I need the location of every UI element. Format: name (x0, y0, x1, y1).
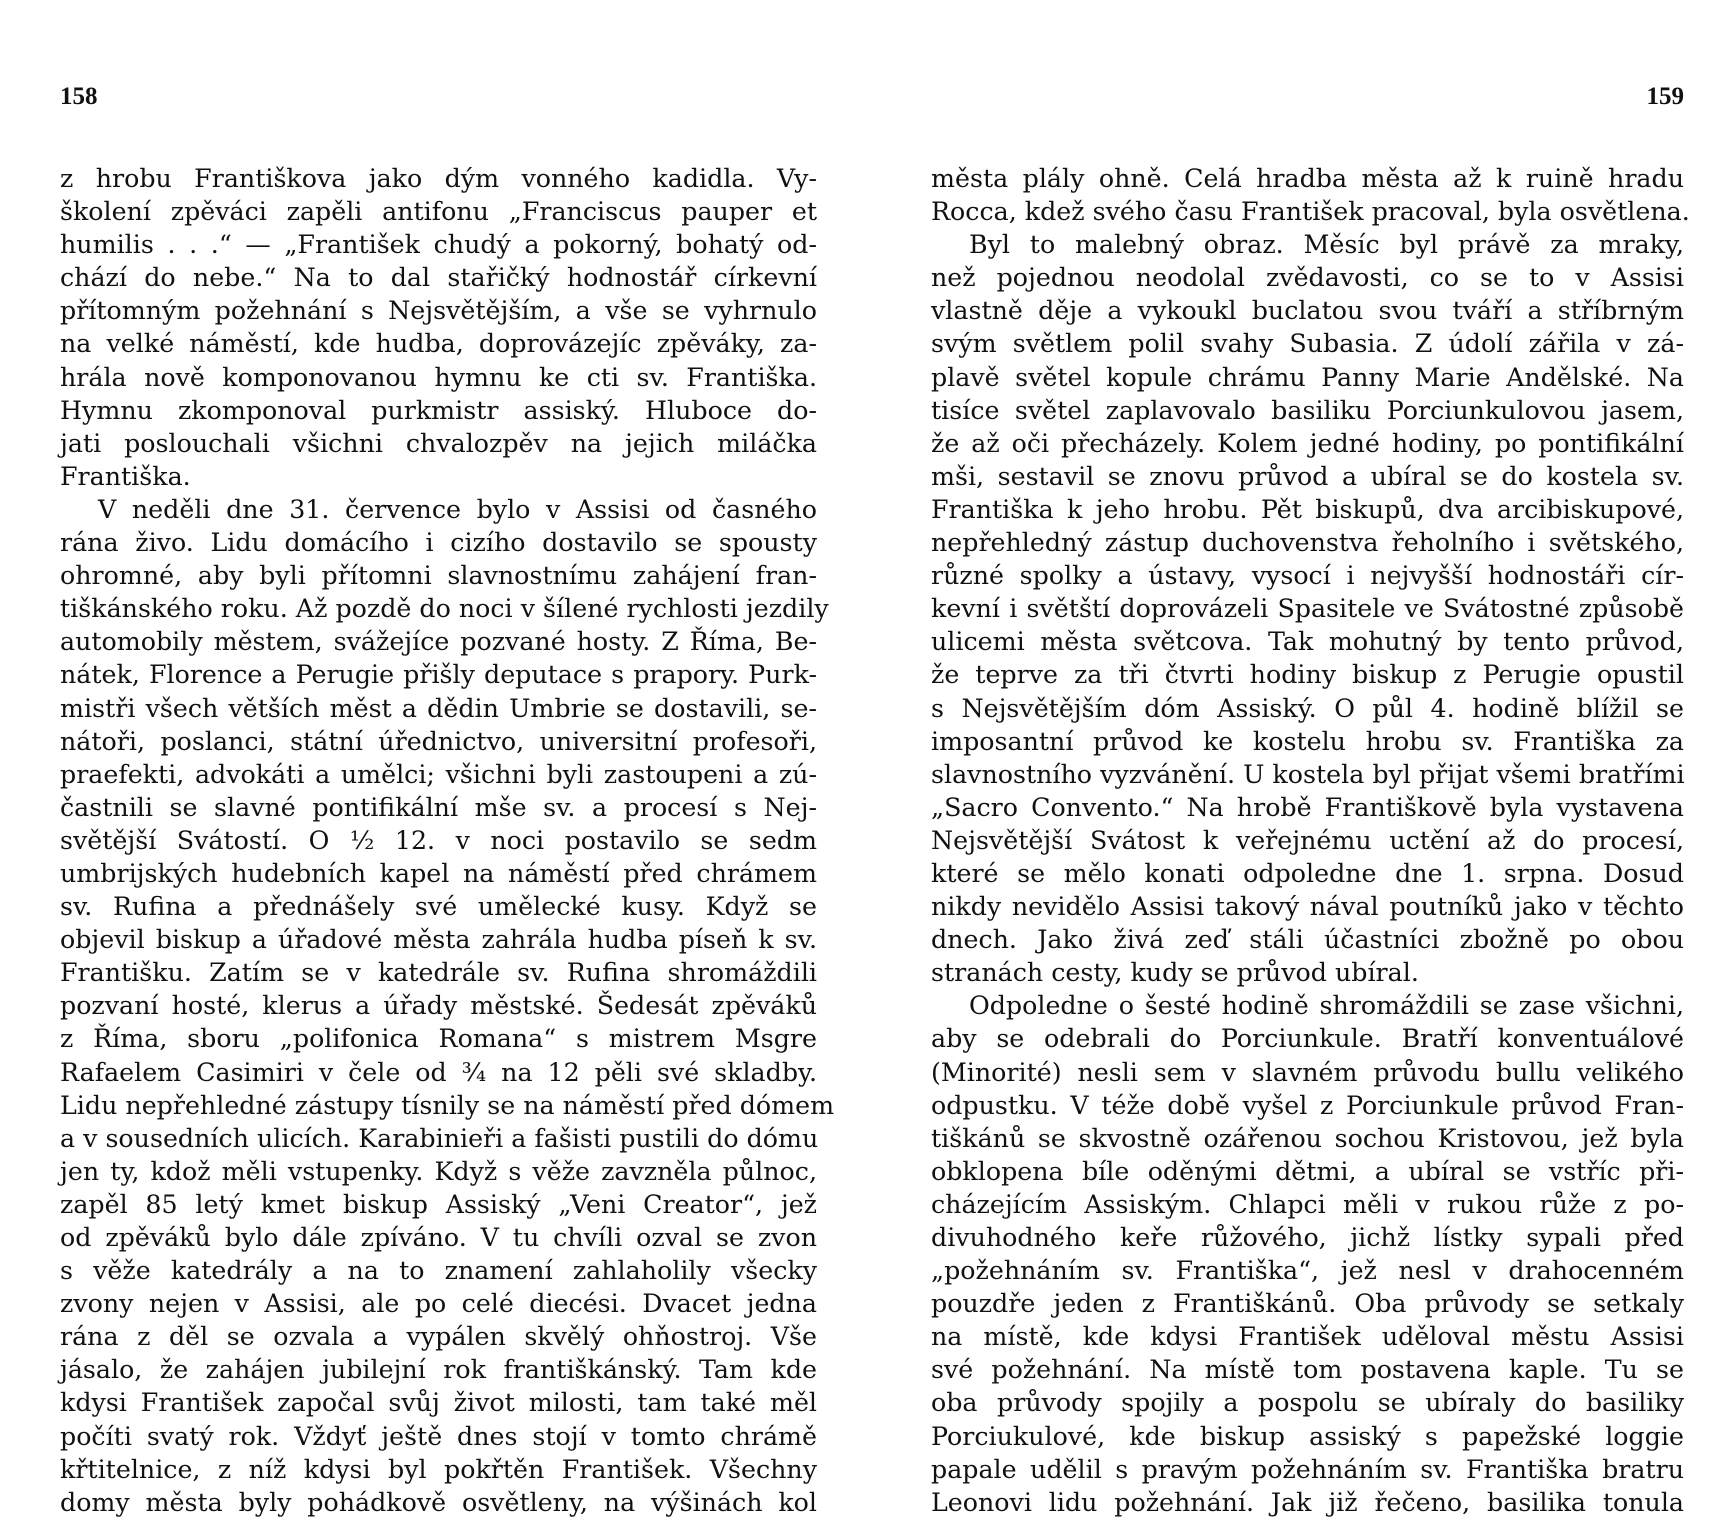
text-line: křtitelnice, z níž kdysi byl pokřtěn František. Všechny (60, 1454, 817, 1484)
text-line: ulicemi města světcova. Tak mohutný by tento průvod, (931, 627, 1684, 657)
text-line: Byl to malebný obraz. Měsíc byl právě za mraky, (969, 230, 1684, 260)
text-line: cházejícím Assiským. Chlapci měli v rukou růže z po- (931, 1189, 1684, 1219)
text-line: Leonovi lidu požehnání. Jak již řečeno, basilika tonula (931, 1487, 1684, 1517)
text-line: stranách cesty, kudy se průvod ubíral. (931, 958, 1419, 988)
text-line: (Minorité) nesli sem v slavném průvodu bullu velikého (931, 1057, 1684, 1087)
text-line: světější Svátostí. O ½ 12. v noci postavilo se sedm (60, 825, 817, 855)
text-line: pozvaní hosté, klerus a úřady městské. Šedesát zpěváků (60, 991, 817, 1021)
text-line: rána živo. Lidu domácího i cizího dostavilo se spousty (60, 528, 817, 558)
text-line: různé spolky a ústavy, vysocí i nejvyšší hodnostáři cír- (931, 561, 1684, 591)
text-line: Františka k jeho hrobu. Pět biskupů, dva arcibiskupové, (931, 494, 1684, 524)
text-line: domy města byly pohádkově osvětleny, na výšinách kol (60, 1487, 817, 1517)
right-page-text (931, 162, 1690, 1519)
text-line: Františka. (60, 461, 191, 491)
text-line: a v sousedních ulicích. Karabinieři a fašisti pustili do dómu (60, 1123, 819, 1153)
text-line: chází do nebe.“ Na to dal stařičký hodnostář církevní (60, 263, 817, 293)
text-line: rána z děl se ozvala a vypálen skvělý ohňostroj. Vše (60, 1322, 817, 1352)
text-line: jen ty, kdož měli vstupenky. Když s věže zavzněla půlnoc, (60, 1156, 817, 1186)
text-line: slavnostního vyzvánění. U kostela byl přijat všemi bratřími (931, 759, 1685, 789)
text-line: nátoři, poslanci, státní úřednictvo, universitní profesoři, (60, 726, 817, 756)
text-line: dnech. Jako živá zeď stáli účastníci zbožně po obou (931, 925, 1684, 955)
text-line: „Sacro Convento.“ Na hrobě Františkově byla vystavena (931, 792, 1684, 822)
text-line: jásalo, že zahájen jubilejní rok františkánský. Tam kde (60, 1355, 817, 1385)
text-line: na místě, kde kdysi František uděloval městu Assisi (931, 1322, 1684, 1352)
text-line: umbrijských hudebních kapel na náměstí před chrámem (60, 858, 817, 888)
text-line: školení zpěváci zapěli antifonu „Franciscus pauper et (60, 197, 817, 227)
text-line: papale udělil s pravým požehnáním sv. Františka bratru (931, 1454, 1684, 1484)
text-line: nátek, Florence a Perugie přišly deputace s prapory. Purk- (60, 660, 817, 690)
page-number-right: 159 (1646, 83, 1684, 110)
text-line: Nejsvětější Svátost k veřejnému uctění až do procesí, (931, 825, 1684, 855)
left-page (60, 0, 835, 1517)
left-page-text (60, 162, 835, 1519)
text-line: ohromné, aby byli přítomni slavnostnímu zahájení fran- (60, 561, 817, 591)
text-line: praefekti, advokáti a umělci; všichni byli zastoupeni a zú- (60, 759, 817, 789)
text-line: obklopena bíle oděnými dětmi, a ubíral se vstříc při- (931, 1156, 1684, 1186)
text-line: své požehnání. Na místě tom postavena kaple. Tu se (931, 1355, 1684, 1385)
text-line: z hrobu Františkova jako dým vonného kadidla. Vy- (60, 164, 817, 193)
page-number-left: 158 (60, 83, 98, 110)
text-line: Hymnu zkomponoval purkmistr assiský. Hluboce do- (60, 395, 817, 425)
text-line: přítomným požehnání s Nejsvětějším, a vše se vyhrnulo (60, 296, 817, 326)
text-line: sv. Rufina a přednášely své umělecké kusy. Když se (60, 892, 817, 922)
text-line: města plály ohně. Celá hradba města až k ruině hradu (931, 164, 1684, 193)
text-line: Odpoledne o šesté hodině shromáždili se zase všichni, (969, 991, 1684, 1021)
text-line: jati poslouchali všichni chvalozpěv na jejich miláčka (60, 428, 817, 458)
text-line: že až oči přecházely. Kolem jedné hodiny, po pontifikální (931, 428, 1684, 458)
text-line: Porciukulové, kde biskup assiský s papežské loggie (931, 1421, 1684, 1451)
text-line: automobily městem, svážejíce pozvané hosty. Z Říma, Be- (60, 627, 817, 657)
text-line: plavě světel kopule chrámu Panny Marie Andělské. Na (931, 362, 1684, 392)
text-line: které se mělo konati odpoledne dne 1. srpna. Dosud (931, 858, 1684, 888)
text-line: s věže katedrály a na to znamení zahlaholily všecky (60, 1256, 817, 1286)
text-line: Františku. Zatím se v katedrále sv. Rufina shromáždili (60, 958, 817, 988)
text-line: mistři všech větších měst a dědin Umbrie se dostavili, se- (60, 693, 817, 723)
text-line: z Říma, sboru „polifonica Romana“ s mistrem Msgre (60, 1024, 817, 1054)
text-line: objevil biskup a úřadové města zahrála hudba píseň k sv. (60, 925, 817, 955)
text-line: tiškánů se skvostně ozářenou sochou Kristovou, jež byla (931, 1123, 1684, 1153)
text-line: „požehnáním sv. Františka“, jež nesl v drahocenném (931, 1256, 1684, 1286)
text-line: od zpěváků bylo dále zpíváno. V tu chvíli ozval se zvon (60, 1223, 817, 1252)
text-line: nikdy nevidělo Assisi takový nával poutníků jako v těchto (931, 892, 1684, 922)
text-line: pouzdře jeden z Františkánů. Oba průvody se setkaly (931, 1289, 1684, 1319)
text-line: imposantní průvod ke kostelu hrobu sv. Františka za (931, 726, 1684, 756)
text-line: humilis . . .“ — „František chudý a pokorný, bohatý od- (60, 230, 817, 260)
text-line: mši, sestavil se znovu průvod a ubíral se do kostela sv. (931, 461, 1684, 491)
text-line: Rafaelem Casimiri v čele od ¾ na 12 pěli své skladby. (60, 1057, 817, 1087)
text-line: odpustku. V téže době vyšel z Porciunkule průvod Fran- (931, 1090, 1684, 1120)
text-line: hrála nově komponovanou hymnu ke cti sv. Františka. (60, 362, 817, 392)
text-line: oba průvody spojily a pospolu se ubíraly do basiliky (931, 1388, 1684, 1418)
text-line: aby se odebrali do Porciunkule. Bratří konventuálové (931, 1024, 1684, 1054)
text-line: tiškánského roku. Až pozdě do noci v šílené rychlosti jezdily (60, 594, 829, 624)
text-line: že teprve za tři čtvrti hodiny biskup z Perugie opustil (931, 660, 1684, 690)
text-line: častnili se slavné pontifikální mše sv. a procesí s Nej- (60, 792, 817, 822)
right-page (931, 0, 1690, 1517)
text-line: zapěl 85 letý kmet biskup Assiský „Veni Creator“, jež (60, 1189, 817, 1219)
text-line: V neděli dne 31. července bylo v Assisi od časného (98, 494, 817, 524)
text-line: kdysi František započal svůj život milosti, tam také měl (60, 1388, 817, 1418)
text-line: na velké náměstí, kde hudba, doprovázejíc zpěváky, za- (60, 329, 817, 359)
text-line: svým světlem polil svahy Subasia. Z údolí zářila v zá- (931, 329, 1684, 359)
text-line: divuhodného keře růžového, jichž lístky sypali před (931, 1223, 1684, 1252)
text-line: vlastně děje a vykoukl buclatou svou tváří a stříbrným (931, 296, 1684, 326)
text-line: nepřehledný zástup duchovenstva řeholního i světského, (931, 528, 1684, 558)
text-line: zvony nejen v Assisi, ale po celé diecési. Dvacet jedna (60, 1289, 817, 1319)
text-line: Lidu nepřehledné zástupy tísnily se na náměstí před dómem (60, 1090, 835, 1120)
text-line: s Nejsvětějším dóm Assiský. O půl 4. hodině blížil se (931, 693, 1684, 723)
text-line: kevní i světští doprovázeli Spasitele ve Svátostné způsobě (931, 594, 1684, 624)
text-line: než pojednou neodolal zvědavosti, co se to v Assisi (931, 263, 1684, 293)
text-line: Rocca, kdež svého času František pracoval, byla osvětlena. (931, 197, 1690, 227)
text-line: počíti svatý rok. Vždyť ještě dnes stojí v tomto chrámě (60, 1421, 817, 1451)
text-line: tisíce světel zaplavovalo basiliku Porciunkulovou jasem, (931, 395, 1684, 425)
